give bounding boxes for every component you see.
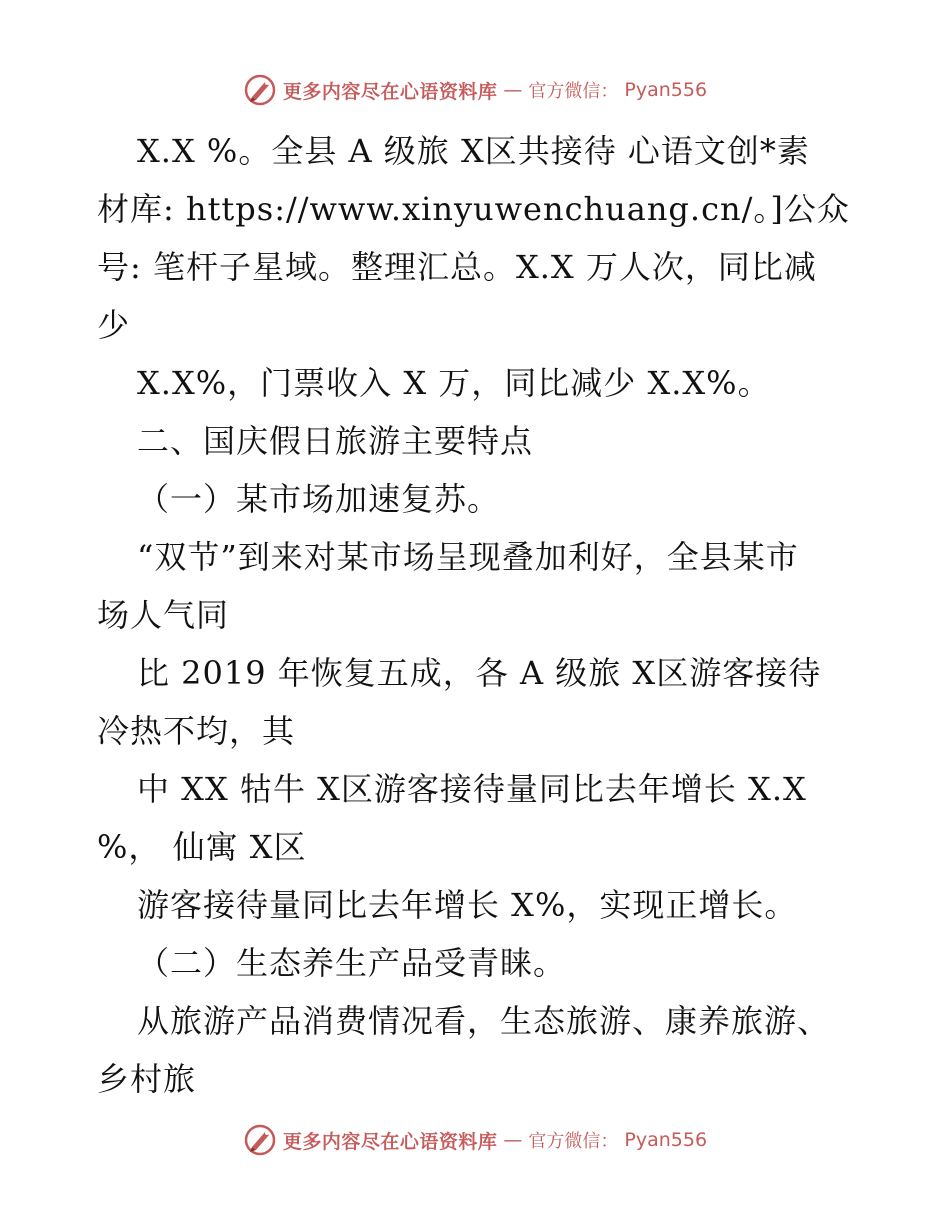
- body-line: 游客接待量同比去年增长 X%，实现正增长。: [137, 886, 798, 924]
- pen-logo-icon: [243, 1123, 277, 1157]
- footer-wechat-label: 官方微信：: [528, 1131, 619, 1152]
- body-line: 冷热不均，其: [97, 712, 296, 750]
- header-separator: —: [503, 79, 523, 101]
- body-line: “双节”到来对某市场呈现叠加利好，全县某市: [137, 538, 799, 576]
- subsection-heading: （二）生态养生产品受青睐。: [137, 944, 567, 982]
- body-line: 少: [97, 306, 131, 344]
- document-body: [97, 122, 857, 1108]
- body-line: 号: 笔杆子星域。整理汇总。X.X 万人次，同比减: [97, 248, 817, 286]
- body-line: 从旅游产品消费情况看，生态旅游、康养旅游、: [137, 1002, 831, 1040]
- body-line: 乡村旅: [97, 1060, 197, 1098]
- header-wechat-label: 官方微信：: [528, 81, 619, 102]
- footer-brand-text: 更多内容尽在心语资料库: [282, 1130, 498, 1153]
- section-heading: 二、国庆假日旅游主要特点: [137, 422, 534, 460]
- pen-logo-icon: [243, 73, 277, 107]
- header-wechat-handle: Pyan556: [624, 79, 708, 101]
- footer-wechat-handle: Pyan556: [624, 1129, 708, 1151]
- body-line: 场人气同: [97, 596, 230, 634]
- body-line: X.X %。全县 A 级旅 X区共接待 心语文创*素: [137, 132, 810, 170]
- body-line: 材库: https://www.xinyuwenchuang.cn/。]公众: [97, 190, 850, 228]
- footer-separator: —: [503, 1129, 523, 1151]
- header-brand-text: 更多内容尽在心语资料库: [282, 80, 498, 103]
- body-line: %， 仙寓 X区: [97, 828, 307, 866]
- subsection-heading: （一）某市场加速复苏。: [137, 480, 501, 518]
- body-line: X.X%，门票收入 X 万，同比减少 X.X%。: [137, 364, 771, 402]
- footer-watermark-banner: [0, 1120, 950, 1160]
- body-line: 比 2019 年恢复五成，各 A 级旅 X区游客接待: [137, 654, 822, 692]
- body-line: 中 XX 牯牛 X区游客接待量同比去年增长 X.X: [137, 770, 807, 808]
- header-watermark-banner: [0, 70, 950, 110]
